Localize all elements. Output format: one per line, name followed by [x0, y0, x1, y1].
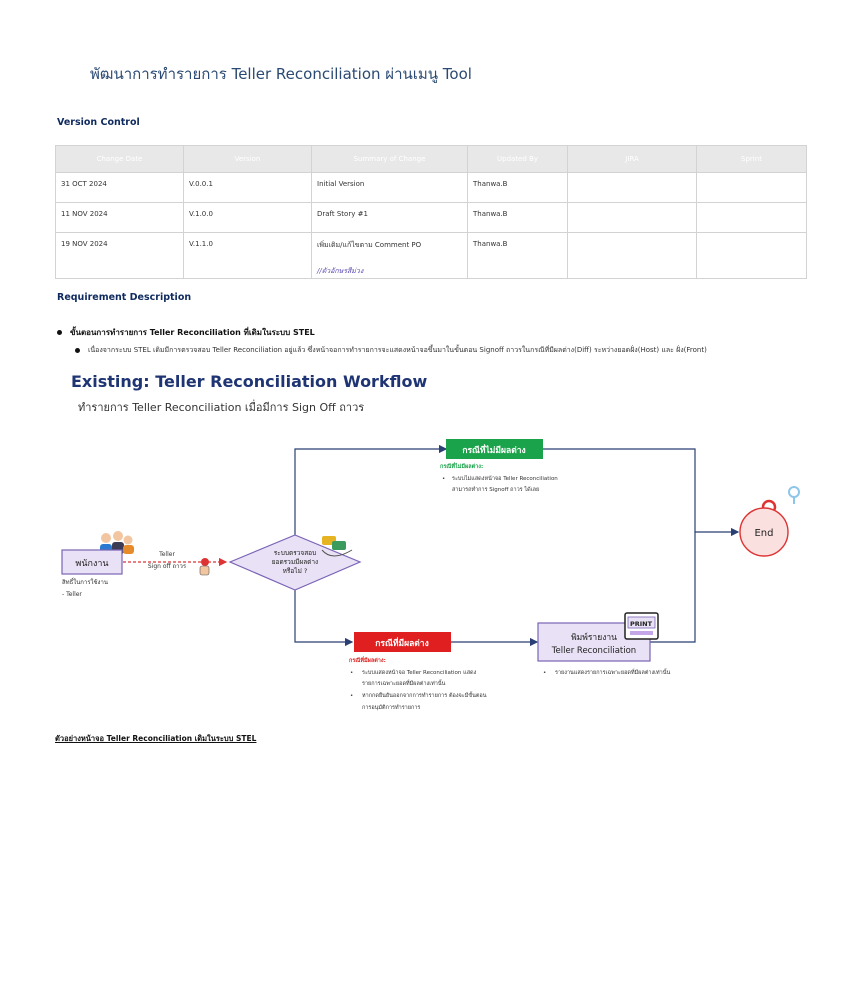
column-header: JIRA: [568, 146, 697, 173]
cell-version: V.1.1.0: [184, 233, 312, 279]
page-title: พัฒนาการทำรายการ Teller Reconciliation ผ่านเมนู Tool: [90, 65, 472, 83]
column-header: Updated By: [468, 146, 568, 173]
column-header: Change Date: [56, 146, 184, 173]
version-control-heading: Version Control: [57, 117, 140, 128]
print-note: รายงานแสดงรายการเฉพาะยอดที่มีผลต่างเท่านั้น: [555, 670, 671, 676]
diff-box-label: กรณีที่มีผลต่าง: [375, 639, 429, 649]
printer-icon: [625, 613, 658, 639]
column-header: Version: [184, 146, 312, 173]
print-bullet: •: [543, 670, 547, 676]
diff-line-2: รายการเฉพาะยอดที่มีผลต่างเท่านั้น: [362, 681, 446, 687]
cell-version: V.1.0.0: [184, 203, 312, 233]
decision-line-1: ระบบตรวจสอบ: [273, 549, 317, 557]
requirement-sub-bullet-text: เนื่องจากระบบ STEL เดิมมีการตรวจสอบ Teller Reconciliation อยู่แล้ว ซึ่งหน้าจอการทำรายการจะแสดงหน้าจอขึ้นมาในขั้นตอน Signoff ถาวรในกรณีที่มีผลต่าง(Diff) ระหว่างยอดฝั่ง(Host) และ ฝั่ง(Front): [88, 346, 707, 354]
hand-click-icon: [200, 558, 209, 575]
screen-example-caption: ตัวอย่างหน้าจอ Teller Reconciliation เดิมในระบบ STEL: [55, 734, 257, 743]
cell-updated-by: Thanwa.B: [468, 203, 568, 233]
no-diff-box-label: กรณีที่ไม่มีผลต่าง: [462, 446, 526, 456]
cell-date: 31 OCT 2024: [56, 173, 184, 203]
no-diff-line-1: ระบบไม่แสดงหน้าจอ Teller Reconciliation: [452, 476, 558, 482]
diff-line-4: การอนุมัติการทำรายการ: [362, 705, 421, 711]
decision-line-2: ยอดรวมมีผลต่าง: [271, 558, 319, 566]
cell-summary: Draft Story #1: [312, 203, 468, 233]
arrow-label-teller: Teller: [159, 551, 175, 558]
workflow-title: Existing: Teller Reconciliation Workflow: [71, 372, 428, 391]
teller-role: - Teller: [62, 591, 82, 598]
diff-bullet: •: [350, 670, 354, 676]
cell-date: 19 NOV 2024: [56, 233, 184, 279]
diff-bullet: •: [350, 693, 354, 699]
requirement-heading: Requirement Description: [57, 292, 192, 303]
no-diff-heading: กรณีที่ไม่มีผลต่าง:: [440, 464, 484, 470]
teller-box-label: พนักงาน: [75, 559, 109, 569]
teller-rights: สิทธิ์ในการใช้งาน: [62, 579, 108, 586]
cell-updated-by: Thanwa.B: [468, 173, 568, 203]
cell-date: 11 NOV 2024: [56, 203, 184, 233]
diff-line-3: หากกดยืนยันออกจากการทำรายการ ต้องจะมีขั้นตอน: [362, 693, 487, 699]
column-header: Sprint: [697, 146, 807, 173]
diff-line-1: ระบบแสดงหน้าจอ Teller Reconciliation แสดง: [362, 670, 477, 676]
no-diff-bullet: •: [442, 476, 446, 482]
no-diff-line-2: สามารถทำการ Signoff ถาวร ได้เลย: [452, 487, 540, 493]
purple-note: //ตัวอักษรสีม่วง: [317, 267, 364, 275]
arrow-label-signoff: Sign off ถาวร: [147, 563, 187, 570]
print-icon-label: PRINT: [629, 620, 653, 628]
diff-heading: กรณีที่มีผลต่าง:: [349, 658, 386, 664]
requirement-bullet-text: ขั้นตอนการทำรายการ Teller Reconciliation ที่เดิมในระบบ STEL: [70, 328, 315, 337]
print-box-line-2: Teller Reconciliation: [551, 646, 637, 656]
workflow-subtitle: ทำรายการ Teller Reconciliation เมื่อมีการ Sign Off ถาวร: [78, 401, 365, 414]
decision-line-3: หรือไม่ ?: [282, 567, 308, 575]
end-label: End: [754, 528, 774, 539]
column-header: Summary of Change: [312, 146, 468, 173]
print-box-line-1: พิมพ์รายงาน: [571, 633, 617, 643]
summary-text: เพิ่มเติม/แก้ไขตาม Comment PO: [317, 241, 422, 249]
cell-summary: Initial Version: [312, 173, 468, 203]
cell-version: V.0.0.1: [184, 173, 312, 203]
cell-updated-by: Thanwa.B: [468, 233, 568, 279]
